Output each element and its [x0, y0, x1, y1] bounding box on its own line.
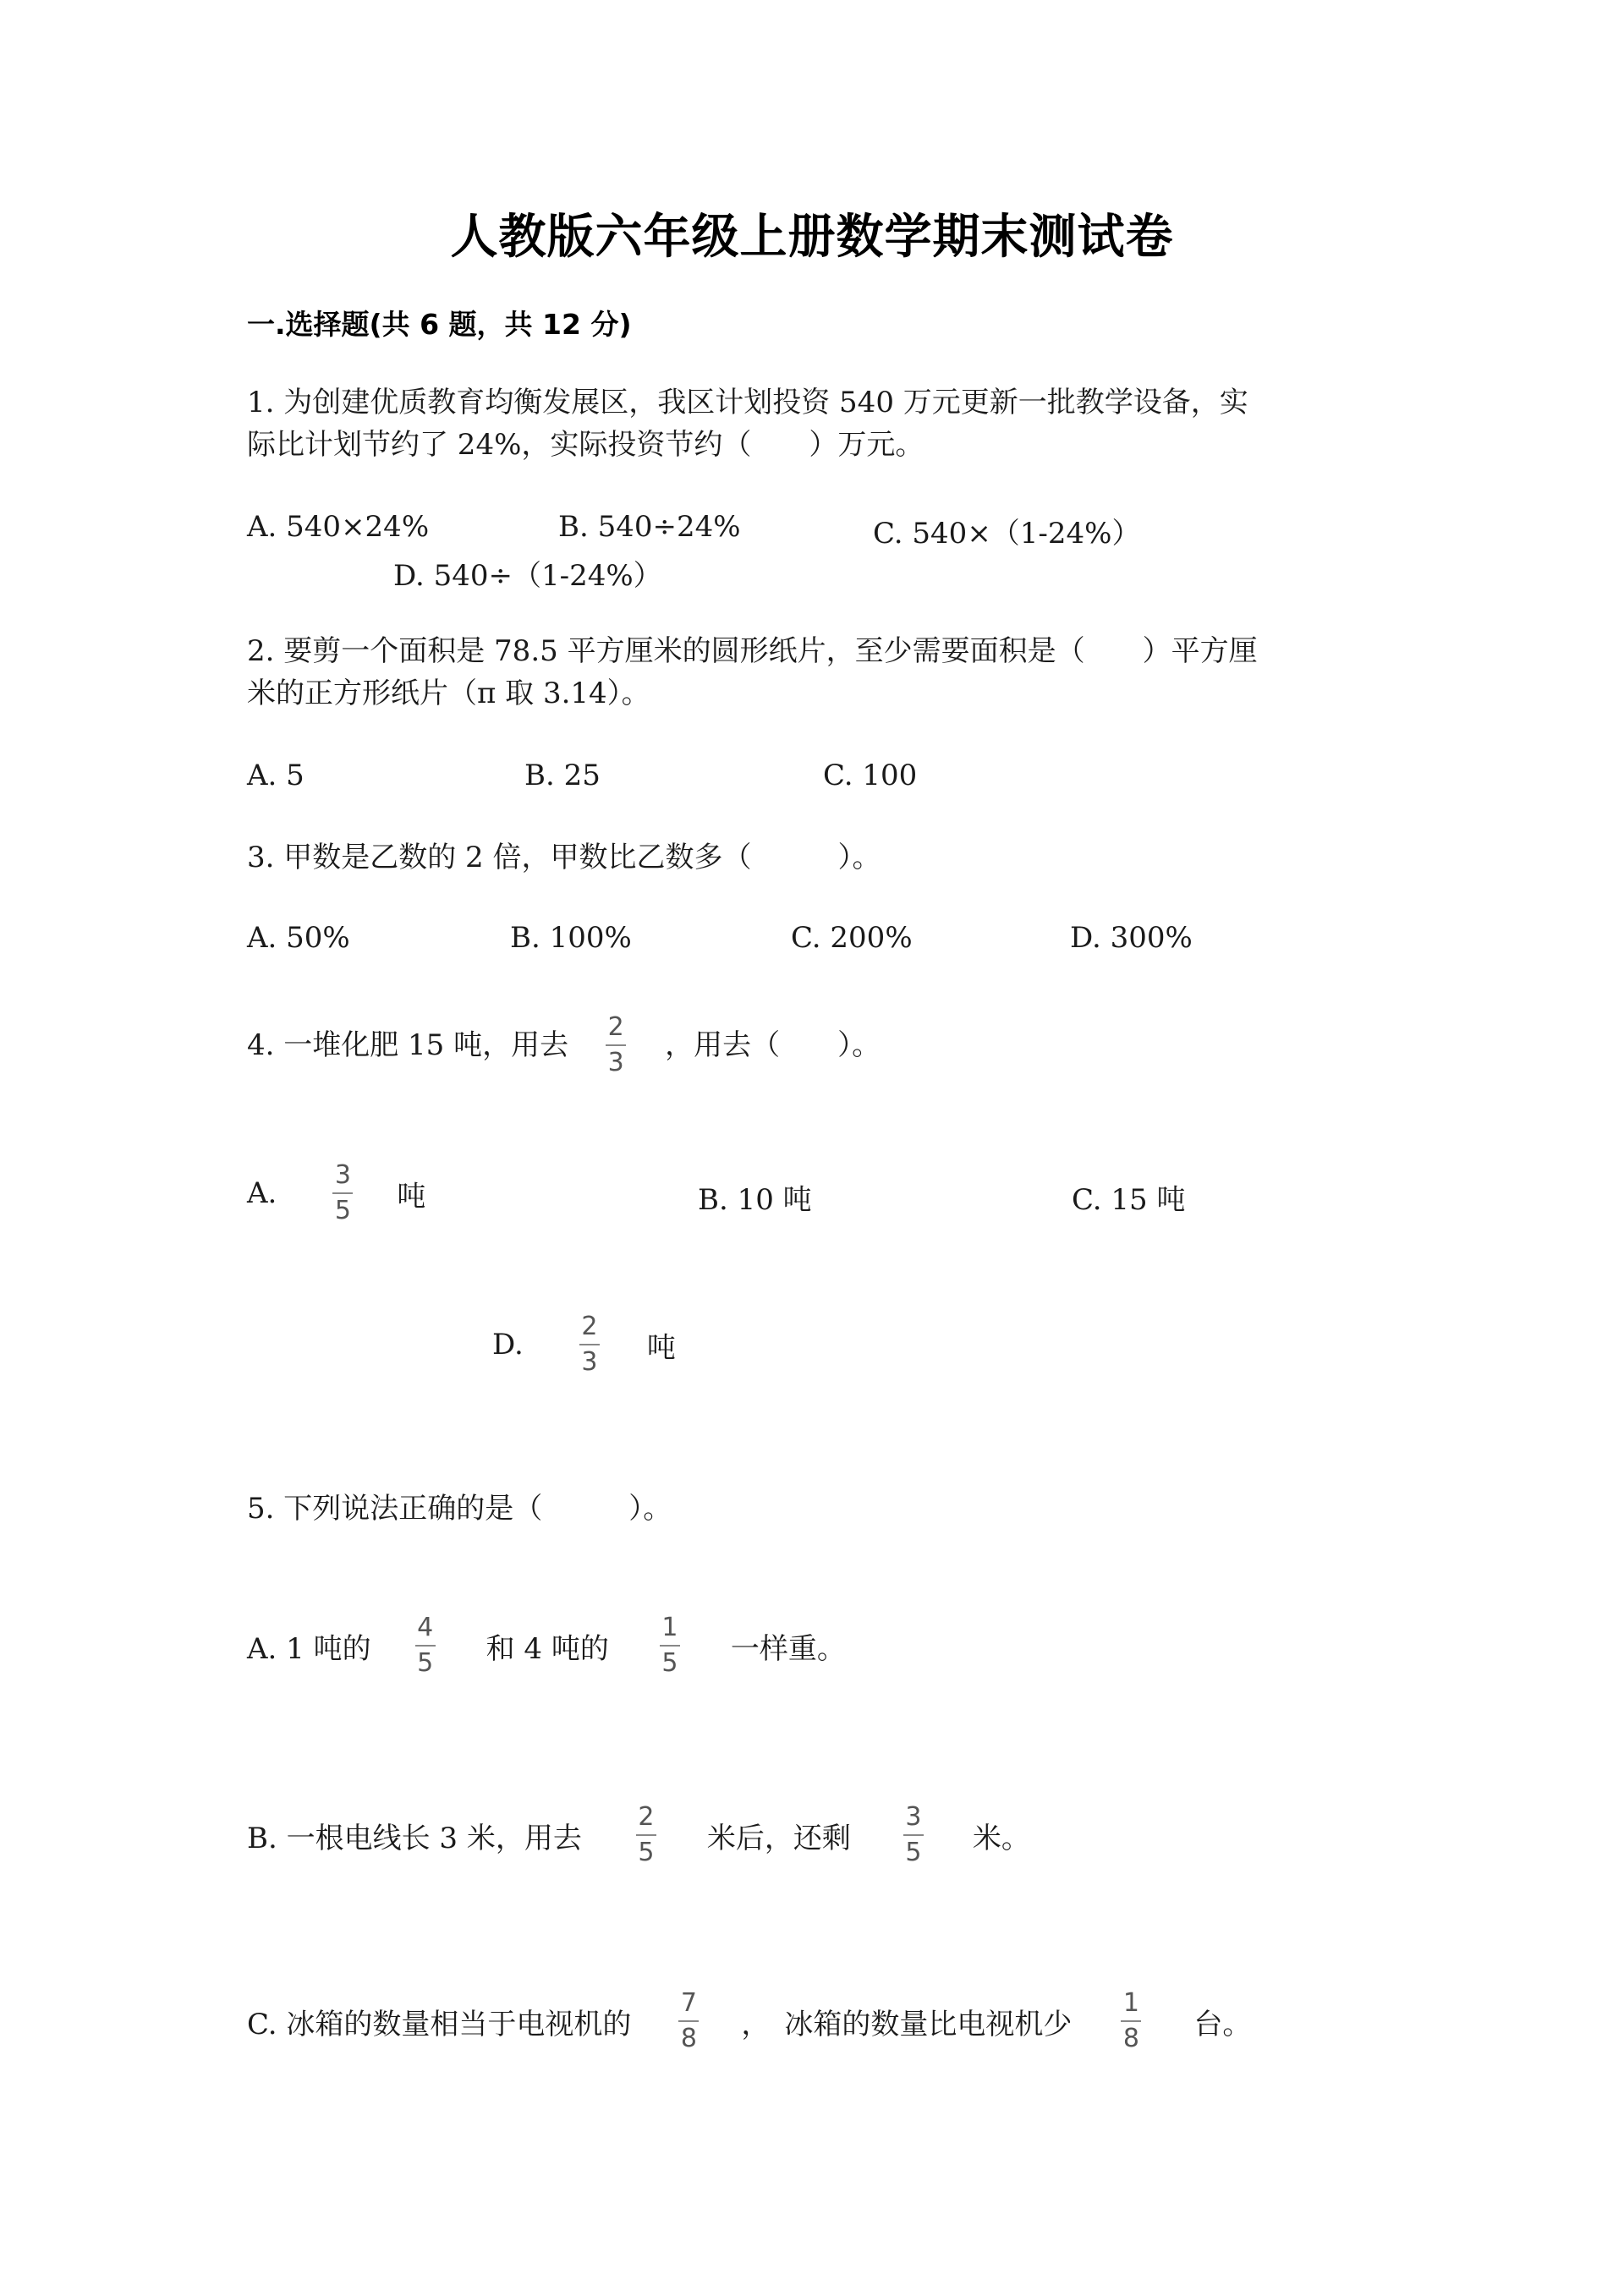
fraction-numerator: 4 — [417, 1613, 434, 1642]
fraction — [606, 1013, 626, 1077]
fraction-bar — [579, 1344, 600, 1345]
option-d[interactable] — [492, 1312, 676, 1377]
fraction — [415, 1614, 436, 1678]
fraction-denominator: 5 — [661, 1648, 678, 1678]
option-b[interactable]: B. 540÷24% — [558, 510, 741, 544]
question-text-line: 2. 要剪一个面积是 78.5 平方厘米的圆形纸片，至少需要面积是（ ）平方厘 — [247, 634, 1258, 668]
question-text-line: 1. 为创建优质教育均衡发展区，我区计划投资 540 万元更新一批教学设备，实 — [247, 386, 1248, 419]
option-suffix: 吨 — [646, 1330, 676, 1365]
option-b[interactable] — [247, 1803, 1030, 1867]
option-a[interactable]: A. 5 — [247, 759, 304, 792]
fraction-bar — [332, 1192, 353, 1194]
option-c[interactable]: C. 15 吨 — [1072, 1183, 1186, 1217]
option-prefix: D. — [492, 1328, 524, 1362]
option-c[interactable]: C. 100 — [823, 759, 918, 792]
option-text-segment: A. 1 吨的 — [247, 1631, 371, 1666]
fraction — [678, 1989, 699, 2053]
option-prefix: A. — [247, 1176, 277, 1210]
fraction-numerator: 1 — [1122, 1988, 1139, 2018]
option-text-segment: 台。 — [1193, 2007, 1252, 2041]
option-text-segment: 和 4 吨的 — [486, 1631, 609, 1666]
option-text-segment: 米。 — [972, 1821, 1030, 1855]
question-text-segment: ，用去（ ）。 — [665, 1028, 881, 1062]
option-a[interactable]: A. 50% — [247, 921, 350, 955]
page-title: 人教版六年级上册数学期末测试卷 — [450, 210, 1174, 265]
option-c[interactable] — [247, 1989, 1251, 2053]
fraction-bar — [1121, 2020, 1141, 2022]
option-a[interactable] — [247, 1614, 846, 1678]
option-text-segment: 米后，还剩 — [706, 1821, 851, 1855]
fraction-denominator: 3 — [607, 1048, 624, 1077]
fraction-bar — [660, 1645, 680, 1647]
fraction — [332, 1161, 353, 1225]
option-a[interactable] — [247, 1161, 425, 1225]
option-suffix: 吨 — [397, 1179, 426, 1214]
fraction-denominator: 8 — [1122, 2024, 1139, 2053]
option-b[interactable]: B. 100% — [510, 921, 632, 955]
question-text-line: 5. 下列说法正确的是（ ）。 — [247, 1492, 672, 1526]
option-text-segment: 一样重。 — [730, 1631, 846, 1666]
option-d[interactable]: D. 300% — [1070, 921, 1193, 955]
question-text-line — [247, 1013, 881, 1077]
option-text-segment: B. 一根电线长 3 米，用去 — [247, 1821, 582, 1855]
option-text-segment: ， 冰箱的数量比电视机少 — [741, 2007, 1073, 2041]
fraction-numerator: 2 — [607, 1012, 624, 1042]
fraction-bar — [606, 1044, 626, 1046]
section-heading: 一.选择题(共 6 题，共 12 分) — [247, 308, 632, 341]
question-text-line: 际比计划节约了 24%，实际投资节约（ ）万元。 — [247, 428, 924, 462]
fraction-bar — [636, 1834, 656, 1836]
fraction — [660, 1614, 680, 1678]
option-b[interactable]: B. 25 — [524, 759, 601, 792]
fraction-numerator: 2 — [638, 1802, 655, 1832]
question-text-segment: 4. 一堆化肥 15 吨，用去 — [247, 1028, 569, 1062]
fraction-bar — [678, 2020, 699, 2022]
fraction-denominator: 8 — [680, 2024, 697, 2053]
question-text-line: 3. 甲数是乙数的 2 倍，甲数比乙数多（ ）。 — [247, 841, 881, 874]
fraction-numerator: 2 — [581, 1312, 598, 1341]
fraction-denominator: 3 — [581, 1347, 598, 1377]
fraction-denominator: 5 — [905, 1838, 922, 1867]
fraction-numerator: 3 — [905, 1802, 922, 1832]
option-c[interactable]: C. 200% — [791, 921, 913, 955]
fraction-denominator: 5 — [638, 1838, 655, 1867]
fraction-bar — [903, 1834, 924, 1836]
option-d[interactable]: D. 540÷（1-24%） — [393, 559, 662, 593]
fraction-denominator: 5 — [334, 1196, 351, 1225]
fraction-numerator: 3 — [334, 1160, 351, 1190]
question-text-line: 米的正方形纸片（π 取 3.14）。 — [247, 677, 650, 710]
option-a[interactable]: A. 540×24% — [247, 510, 430, 544]
fraction — [636, 1803, 656, 1867]
fraction-numerator: 7 — [680, 1988, 697, 2018]
fraction — [579, 1312, 600, 1377]
option-text-segment: C. 冰箱的数量相当于电视机的 — [247, 2007, 632, 2041]
fraction-bar — [415, 1645, 436, 1647]
fraction — [903, 1803, 924, 1867]
option-c[interactable]: C. 540×（1-24%） — [873, 517, 1141, 551]
fraction-denominator: 5 — [417, 1648, 434, 1678]
fraction — [1121, 1989, 1141, 2053]
option-b[interactable]: B. 10 吨 — [698, 1183, 812, 1217]
fraction-numerator: 1 — [661, 1613, 678, 1642]
